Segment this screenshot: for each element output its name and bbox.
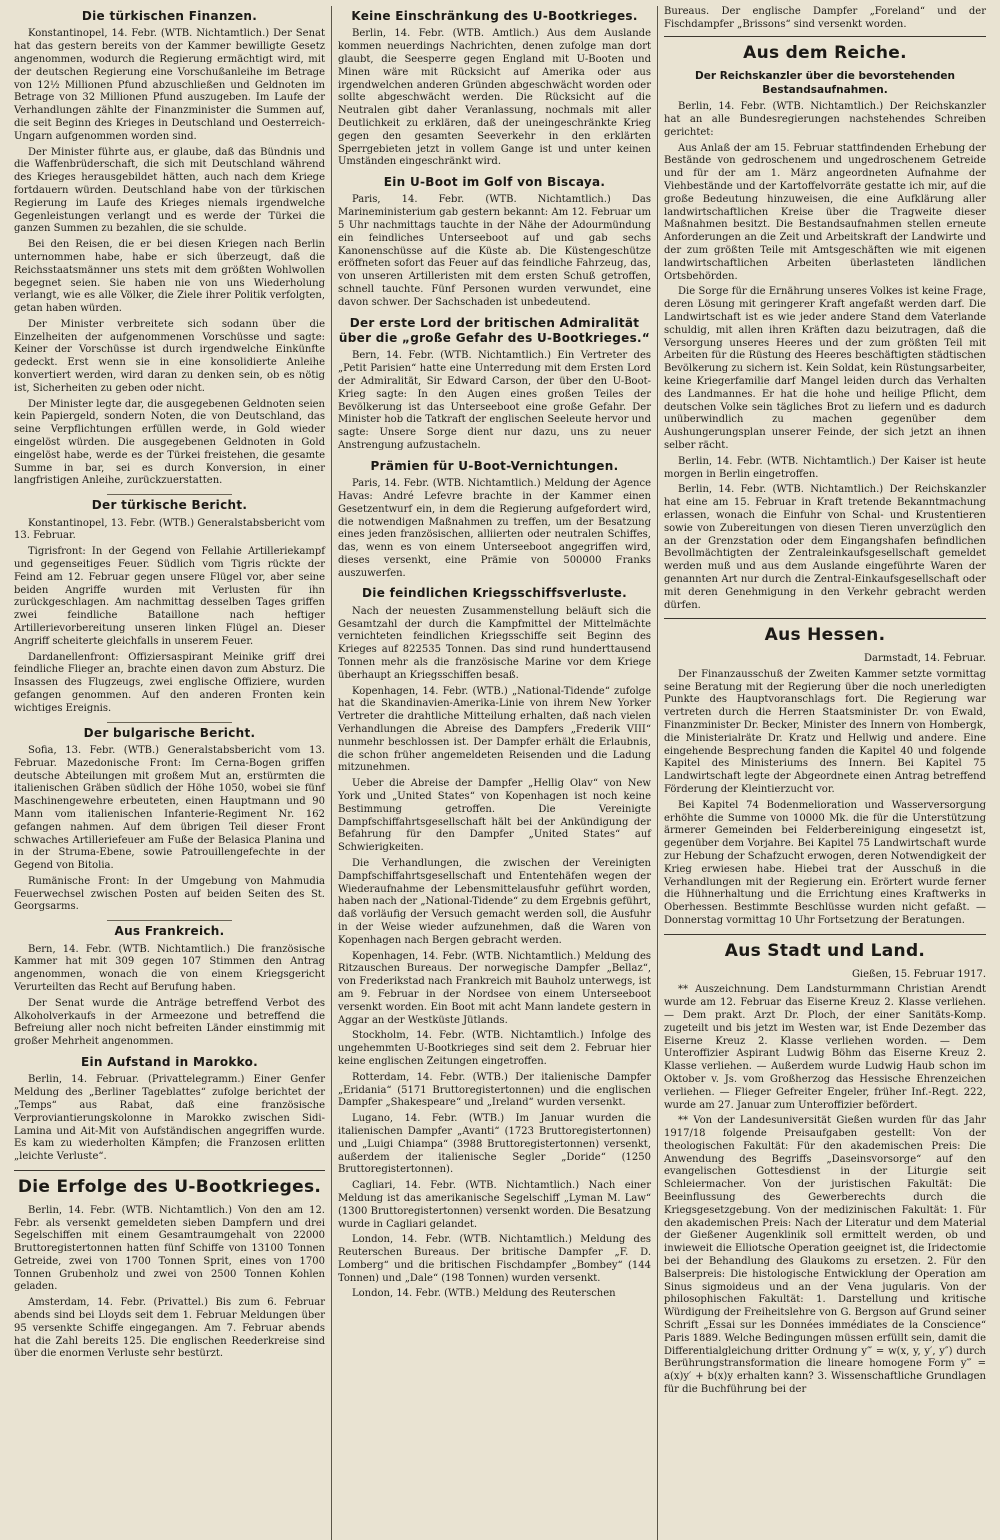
paragraph: Berlin, 14. Febr. (WTB. Nichtamtlich.) Von den am 12. Febr. als versenkt gemeldeten sieben Dampfern und drei Segelschiffen mit einem Gesamtraumgehalt von 22000 Bruttoregistertonnen hatten fünf Schiffe von 13100 Tonnen Getreide, zwei von 1700 Tonnen Sprit, eines von 1700 Tonnen Grubenholz und zwei von 2500 Tonnen Kohlen geladen. (14, 1204, 325, 1293)
article-title: Aus Stadt und Land. (724, 940, 926, 961)
article-title: Ein U-Boot im Golf von Biscaya. (383, 175, 606, 190)
paragraph: Rumänische Front: In der Umgebung von Mahmudia Feuerwechsel zwischen Posten auf beiden Seiten des St. Georgsarms. (14, 875, 325, 913)
paragraph: Bei Kapitel 74 Bodenmelioration und Wasserversorgung erhöhte die Summe von 10000 Mk. die für die Unterstützung ärmerer Gemeinden bei Felderbereinigung eingesetzt ist, gegenüber dem Vorjahre. Bei Kapitel 75 Landwirtschaft wurde zur Hebung der Schafzucht erwogen, deren Notwendigkeit der Krieg erwiesen habe. Hiebei trat der Ausschuß in die Verhandlungen mit der Regierung ein. Erörtert wurde ferner die Hühnerhaltung und die Errichtung eines Kraftwerks in Oberhessen. Bestimmte Beschlüsse wurden nicht gefaßt. — Donnerstag vormittag 10 Uhr Fortsetzung der Beratungen. (664, 799, 986, 926)
paragraph: Darmstadt, 14. Februar. (864, 653, 986, 665)
article-turkish-finances (14, 9, 325, 488)
article-no-restriction (338, 9, 651, 169)
paragraph: Sofia, 13. Febr. (WTB.) Generalstabsbericht vom 13. Februar. Mazedonische Front: Im Cerna-Bogen griffen deutsche Abteilungen mit großem Mut an, erstürmten die italienischen Gräben südlich der Höhe 1050, wobei sie fünf Maschinengewehre erbeuteten, einen Hauptmann und 90 Mann vom italienischen Infanterie-Regiment Nr. 162 gefangen nahmen. Auf dem übrigen Teil dieser Front schwaches Artilleriefeuer am Fuße der Belasica Planina und in der Struma-Ebene, sowie Patrouillengefechte in der Gegend von Bitolia. (14, 744, 325, 872)
paragraph: Paris, 14. Febr. (WTB. Nichtamtlich.) Meldung der Agence Havas: André Lefevre brachte in der Kammer einen Gesetzentwurf ein, in dem die Regierung aufgefordert wird, die notwendigen Maßnahmen zu treffen, um der Besatzung eines jeden französischen, alliierten oder neutralen Schiffes, das, wenn es von einem Unterseeboot angegriffen wird, dieses versenkt, eine Prämie von 500000 Franks auszuwerfen. (338, 478, 651, 579)
paragraph: Berlin, 14. Febr. (WTB. Nichtamtlich.) Der Reichskanzler hat an alle Bundesregierungen nachstehendes Schreiben gerichtet: (664, 101, 986, 138)
article-reich (664, 43, 986, 613)
article-title: Die Erfolge des U-Bootkrieges. (17, 1176, 322, 1197)
column-middle (332, 6, 658, 1540)
article-bulgarian-report (14, 726, 325, 915)
article-title: Die feindlichen Kriegsschiffsverluste. (362, 586, 627, 601)
paragraph: Berlin, 14. Febr. (WTB. Nichtamtlich.) Der Reichskanzler hat eine am 15. Februar in Kraft tretende Bekanntmachung erlassen, wonach die Einfuhr von Schal- und Krustentieren sowie von Zubereitungen von diesen Tieren unverzüglich den an der Grenzstation oder dem Eingangshafen befindlichen Bevollmächtigten der Zentraleinkaufsgesellschaft gemeldet werden muß und aus dem Auslande eingeführte Waren der genannten Art nur durch die Zentral-Einkaufsgesellschaft oder mit deren Genehmigung in den Verkehr gebracht werden dürfen. (664, 484, 986, 611)
paragraph: Paris, 14. Febr. (WTB. Nichtamtlich.) Das Marineministerium gab gestern bekannt: Am 12. Februar um 5 Uhr nachmittags tauchte in der Nähe der Adourmündung ein feindliches Unterseeboot auf und gab sechs Kanonenschüsse auf die Küste ab. Die Küstengeschütze eröffneten sofort das Feuer auf das feindliche Fahrzeug, das, von unseren Artilleristen mit dem ersten Schuß getroffen, schnell tauchte. Fünf Personen wurden verwundet, eine davon schwer. Der Sachschaden ist unbedeutend. (338, 194, 651, 308)
paragraph: Der Minister legte dar, die ausgegebenen Geldnoten seien kein Papiergeld, sondern Noten, die von Deutschland, das seine Verpflichtungen erfüllen werde, in Gold wieder eingelöst würden. Die ausgegebenen Geldnoten in Gold eingelöst habe, werde es der Türkei freistehen, die gesamte Summe in bar, sei es durch Konversion, in einer langfristigen Anleihe, zurückzuerstatten. (14, 398, 325, 487)
article-title: Keine Einschränkung des U-Bootkrieges. (351, 9, 638, 23)
paragraph: Der Finanzausschuß der Zweiten Kammer setzte vormittag seine Beratung mit der Regierung über die noch unerledigten Punkte des Hauptvoranschlags fort. Die Regierung war vertreten durch die Herren Staatsminister Dr. von Ewald, Finanzminister Dr. Becker, Minister des Innern von Hombergk, die Ministerialräte Dr. Kratz und Hellwig und andere. Eine eingehende Besprechung fanden die Kapitel 40 und folgende Kapitel des Ministeriums des Innern. Bei Kapitel 75 Landwirtschaft legte der Abgeordnete einen Antrag betreffend Förderung der Kleintierzucht vor. (664, 668, 986, 796)
paragraph: Der Minister führte aus, er glaube, daß das Bündnis und die Waffenbrüderschaft, die sich mit Deutschland während des Krieges herausgebildet hätten, auch nach dem Kriege fortdauern würden. Deutschland habe von der türkischen Regierung im Laufe des Krieges niemals irgendwelche Gegenleistungen verlangt und es werde der Türkei die ganzen Summen zu bezahlen, die sie schulde. (14, 146, 325, 235)
paragraph: Bern, 14. Febr. (WTB. Nichtamtlich.) Ein Vertreter des „Petit Parisien“ hatte eine Unterredung mit dem Ersten Lord der Admiralität, Sir Edward Carson, der über den U-Boot-Krieg sagte: In den Augen eines großen Teiles der Bevölkerung ist das Unterseeboot eine große Gefahr. Der Minister hob die Tatkraft der englischen Seeleute hervor und sagte: Unsere Sorge dient nur dazu, uns zu neuer Anstrengung aufzustacheln. (338, 350, 651, 451)
article-city-and-country (664, 941, 986, 1397)
article-title: Die türkischen Finanzen. (81, 9, 258, 23)
paragraph: Berlin, 14. Febr. (WTB. Amtlich.) Aus dem Auslande kommen neuerdings Nachrichten, denen zufolge man dort glaubt, die Seesperre gegen England mit U-Booten und Minen wäre mit Rücksicht auf Amerika oder aus irgendwelchen anderen Gründen abgeschwächt worden oder sollte abgeschwächt werden. Die Rücksicht auf die Neutralen gibt daher Veranlassung, nochmals mit aller Deutlichkeit zu erklären, daß der uneingeschränkte Krieg gegen den gesamten Seeverkehr in den erklärten Sperrgebieten jetzt in vollem Gange ist und unter keinen Umständen eingeschränkt wird. (338, 28, 651, 168)
article-title: Prämien für U-Boot-Vernichtungen. (370, 458, 619, 473)
paragraph: ** Auszeichnung. Dem Landsturmmann Christian Arendt wurde am 12. Februar das Eiserne Kreuz 2. Klasse verliehen. — Dem prakt. Arzt Dr. Ploch, der einer Sanitäts-Komp. zugeteilt und bis jetzt im Westen war, ist Ende Dezember das Eiserne Kreuz 2. Klasse verliehen worden. — Dem Unteroffizier Aspirant Ludwig Böhm das Eiserne Kreuz 2. Klasse verliehen. — Außerdem wurde Ludwig Haub schon im Oktober v. Js. vom Großherzog das Hessische Ehrenzeichen verliehen. — Flieger Gefreiter Engeler, früher Inf.-Regt. 222, wurde am 27. Januar zum Unteroffizier befördert. (664, 984, 986, 1111)
article-turkish-report (14, 498, 325, 715)
article-morocco (14, 1055, 325, 1164)
article-hessen (664, 625, 986, 927)
article-uboat-successes (14, 1177, 325, 1361)
paragraph: Rotterdam, 14. Febr. (WTB.) Der italienische Dampfer „Eridania“ (5171 Bruttoregistertonnen) und die englischen Dampfer „Shakespeare“ und „Ireland“ wurden versenkt. (338, 1071, 651, 1109)
paragraph: Die Sorge für die Ernährung unseres Volkes ist keine Frage, deren Lösung mit geringerer Kraft angefaßt werden darf. Die Landwirtschaft ist es wie jeder andere Stand dem Vaterlande schuldig, mit allen ihren Kräften dazu beizutragen, daß die Versorgung unseres Heeres und der zum größten Teil mit Arbeiten für die Rüstung des Heeres beschäftigten städtischen Bevölkerung zu sichern ist. Kein Soldat, kein Rüstungsarbeiter, keine Kriegerfamilie darf Mangel leiden durch das Verhalten des Landmannes. Er hat die hohe und heilige Pflicht, dem deutschen Volke sein tägliches Brot zu liefern und es dadurch unüberwindlich zu machen gegenüber dem Aushungerungsplan unserer Feinde, der sich jetzt an ihnen selber rächt. (664, 286, 986, 451)
paragraph: Amsterdam, 14. Febr. (Privattel.) Bis zum 6. Februar abends sind bei Lloyds seit dem 1. Februar Meldungen über 95 versenkte Schiffe eingegangen. Am 7. Februar abends hat die Zahl bereits 125. Die englischen Reederkreise sind über die enormen Verluste sehr bestürzt. (14, 1297, 325, 1360)
paragraph: Stockholm, 14. Febr. (WTB. Nichtamtlich.) Infolge des ungehemmten U-Bootkrieges sind seit dem 2. Februar hier keine englischen Zeitungen eingetroffen. (338, 1030, 651, 1067)
article-first-lord (338, 316, 651, 453)
paragraph: Dardanellenfront: Offiziersaspirant Meinike griff drei feindliche Flieger an, brachte einen davon zum Absturz. Die Insassen des Flugzeugs, zwei englische Offiziere, wurden gefangen genommen. Auf den anderen Fronten kein wichtiges Ereignis. (14, 651, 325, 714)
paragraph: Der Senat wurde die Anträge betreffend Verbot des Alkoholverkaufs in der Armeezone und betreffend die Befreiung aller noch nicht befreiten Länder einstimmig mit großer Mehrheit angenommen. (14, 997, 325, 1048)
article-subtitle: Der Reichskanzler über die bevorstehenden Bestandsaufnahmen. (695, 70, 955, 96)
paragraph: Konstantinopel, 13. Febr. (WTB.) Generalstabsbericht vom 13. Februar. (14, 517, 325, 542)
paragraph: Lugano, 14. Febr. (WTB.) Im Januar wurden die italienischen Dampfer „Avanti“ (1723 Bruttoregistertonnen) und „Luigi Chiampa“ (3988 Bruttoregistertonnen) versenkt, außerdem der italienische Segler „Doride“ (1250 Bruttoregistertonnen). (338, 1113, 651, 1176)
divider (664, 618, 986, 619)
divider (664, 36, 986, 37)
paragraph: London, 14. Febr. (WTB. Nichtamtlich.) Meldung des Reuterschen Bureaus. Der britische Dampfer „F. D. Lomberg“ und die britischen Fischdampfer „Bombey“ (144 Tonnen) und „Dale“ (198 Tonnen) wurden versenkt. (338, 1234, 651, 1284)
paragraph: Bureaus. Der englische Dampfer „Foreland“ und der Fischdampfer „Brissons“ sind versenkt worden. (664, 6, 986, 30)
column-right (658, 6, 992, 1540)
article-warship-losses (338, 586, 651, 1301)
paragraph: Bern, 14. Febr. (WTB. Nichtamtlich.) Die französische Kammer hat mit 309 gegen 107 Stimmen den Antrag angenommen, wonach die von einem Kriegsgericht Verurteilten das Recht auf Berufung haben. (14, 943, 325, 994)
divider (664, 934, 986, 935)
paragraph: London, 14. Febr. (WTB.) Meldung des Reuterschen (352, 1288, 616, 1300)
article-france (14, 924, 325, 1049)
paragraph: Kopenhagen, 14. Febr. (WTB. Nichtamtlich.) Meldung des Ritzauschen Bureaus. Der norwegische Dampfer „Bellaz“, von Frederikstad nach Frankreich mit Bauholz unterwegs, ist am 9. Februar in der Nordsee von einem Unterseeboot versenkt worden. Ein Boot mit acht Mann landete gestern in Aggar an der Westküste Jütlands. (338, 950, 651, 1026)
paragraph: Die Verhandlungen, die zwischen der Vereinigten Dampfschiffahrtsgesellschaft und Ententehäfen wegen der Wiederaufnahme der Lebensmittelausfuhr geführt worden, haben nach der „National-Tidende“ zu dem Ergebnis geführt, daß vorläufig der Versuch gemacht werden soll, die Ausfuhr in der Weise wieder aufzunehmen, daß die Waren von Kopenhagen nach Bergen gebracht werden. (338, 857, 651, 946)
paragraph: ** Von der Landesuniversität Gießen wurden für das Jahr 1917/18 folgende Preisaufgaben gestellt: Von der theologischen Fakultät: Für den akademischen Preis: Die Anwendung des Begriffs „Daseinsvorsorge“ auf den evangelischen Gottesdienst in der Liturgie seit Schleiermacher. Von der juristischen Fakultät: Die Beeinflussung des Gewerberechts durch die Kriegsgesetzgebung. Von der medizinischen Fakultät: 1. Für den akademischen Preis: Nach der Literatur und dem Material der Gießener Augenklinik soll ermittelt werden, ob und inwieweit die Elliotsche Operation geeignet ist, die Iridectomie bei der Behandlung des Glaukoms zu ersetzen. 2. Für den Balserpreis: Die histologische Entwicklung der Operation am Sinus sigmoideus und an der Vena jugularis. Von der philosophischen Fakultät: 1. Darstellung und kritische Würdigung der Freiheitslehre von G. Bergson auf Grund seiner Schrift „Essai sur les Données immédiates de la Conscience“ Paris 1889. Welche Bedingungen müssen erfüllt sein, damit die Differentialgleichung dritter Ordnung y‴ = w(x, y, y′, y″) durch Berührungstransformation die lineare homogene Form y‴ = a(x)y′ + b(x)y erhalten kann? 3. Wissenschaftliche Grundlagen für die Buchführung bei der (664, 1115, 986, 1396)
article-title: Aus dem Reiche. (743, 42, 907, 63)
paragraph: Tigrisfront: In der Gegend von Fellahie Artilleriekampf und gegenseitiges Feuer. Südlich vom Tigris rückte der Feind am 12. Februar gegen unsere Flügel vor, aber seine beiden Angriffe wurden mit Verlusten für ihn zurückgeschlagen. Am nachmittag desselben Tages griffen zwei feindliche Bataillone nach heftiger Artillerievorbereitung unseren linken Flügel an. Dieser Angriff scheiterte gleichfalls in unserem Feuer. (14, 546, 325, 647)
paragraph: Nach der neuesten Zusammenstellung beläuft sich die Gesamtzahl der durch die Kampfmittel der Mittelmächte vernichteten feindlichen Kriegsschiffe seit Beginn des Krieges auf 822535 Tonnen. Das sind rund hunderttausend Tonnen mehr als die französische Marine vor dem Kriege überhaupt an Kriegsschiffen besaß. (338, 605, 651, 681)
divider (14, 1170, 325, 1171)
article-title: Aus Hessen. (764, 625, 886, 646)
divider (107, 494, 231, 495)
divider (107, 722, 231, 723)
paragraph: Konstantinopel, 14. Febr. (WTB. Nichtamtlich.) Der Senat hat das gestern bereits von der Kammer bewilligte Gesetz angenommen, wodurch die Regierung ermächtigt wird, mit der deutschen Regierung eine Vorschußanleihe im Betrage von 12½ Millionen Pfund abzuschließen und Geldnoten im Betrage von 32 Millionen Pfund auszugeben. Im Laufe der Verhandlungen zählte der Finanzminister die Summen auf, die seit Beginn des Krieges in Deutschland und Oesterreich-Ungarn aufgenommen worden sind. (14, 28, 325, 142)
article-title: Aus Frankreich. (114, 924, 225, 939)
dateline: Gießen, 15. Februar 1917. (851, 968, 986, 980)
article-title: Der erste Lord der britischen Admiralität über die „große Gefahr des U-Bootkrieges.“ (338, 315, 651, 346)
article-title: Der bulgarische Bericht. (83, 725, 256, 740)
article-biscaya (338, 175, 651, 310)
paragraph: Berlin, 14. Febr. (WTB. Nichtamtlich.) Der Kaiser ist heute morgen in Berlin eingetroffen. (664, 455, 986, 480)
paragraph: Der Minister verbreitete sich sodann über die Einzelheiten der aufgenommenen Vorschüsse und sagte: Keiner der Vorschüsse ist durch irgendwelche Einkünfte gedeckt. Erst wenn sie in eine konsolidierte Anleihe konvertiert werden, wird daran zu denken sein, ob es nötig ist, Sicherheiten zu geben oder nicht. (14, 318, 325, 394)
paragraph: Aus Anlaß der am 15. Februar stattfindenden Erhebung der Bestände von gedroschenem und ungedroschenem Getreide und für der am 1. März angeordneten Aufnahme der Viehbestände und der Kartoffelvorräte gestatte ich mir, auf die große Bedeutung hinzuweisen, die eine Aufklärung aller landwirtschaftlichen Kreise über die Tragweite dieser Maßnahmen besitzt. Die Bestandsaufnahmen stellen erneute Anforderungen an die Zeit und Arbeitskraft der Landwirte und der zum größten Teile mit Amtsgeschäften wie mit eigenen landwirtschaftlichen Arbeiten überlasteten ländlichen Ortsbehörden. (664, 142, 986, 282)
paragraph: Ueber die Abreise der Dampfer „Hellig Olav“ von New York und „United States“ von Kopenhagen ist noch keine Bestimmung getroffen. Die Vereinigte Dampfschiffahrtsgesellschaft hält bei der Ankündigung der Befahrung für den Dampfer „United States“ auf Schwierigkeiten. (338, 778, 651, 854)
divider (107, 920, 231, 921)
paragraph: Cagliari, 14. Febr. (WTB. Nichtamtlich.) Nach einer Meldung ist das amerikanische Segelschiff „Lyman M. Law“ (1300 Bruttoregistertonnen) versenkt worden. Die Besatzung wurde in Cagliari gelandet. (338, 1180, 651, 1230)
paragraph: Bei den Reisen, die er bei diesen Kriegen nach Berlin unternommen habe, habe er sich überzeugt, daß die Reichsstaatsmänner uns stets mit dem größten Wohlwollen begegnet seien. Sie haben nie von uns Wiederholung verlangt, wie es alle Völker, die Ziele ihrer Politik verfolgten, getan haben würden. (14, 239, 325, 315)
article-title: Der türkische Bericht. (91, 498, 248, 513)
paragraph: Berlin, 14. Februar. (Privattelegramm.) Einer Genfer Meldung des „Berliner Tageblattes“ zufolge berichtet der „Temps“ aus Rabat, daß eine französische Verproviantierungskolonne in Marokko zwischen Sidi-Lamina und Ait-Mit von Aufständischen angegriffen wurde. Es kam zu wiederholten Kämpfen; die Franzosen erlitten „leichte Verluste“. (14, 1074, 325, 1163)
article-title: Ein Aufstand in Marokko. (80, 1055, 259, 1070)
paragraph: Kopenhagen, 14. Febr. (WTB.) „National-Tidende“ zufolge hat die Skandinavien-Amerika-Linie von ihrem New Yorker Vertreter die drahtliche Mitteilung erhalten, daß nach vielen Verhandlungen die Abreise des Dampfers „Frederik VIII“ nunmehr beschlossen ist. Der Dampfer erhält die Erlaubnis, die schon früher angemeldeten Reisenden und die Ladung mitzunehmen. (338, 685, 651, 774)
article-premiums (338, 459, 651, 581)
column-left (8, 6, 332, 1540)
